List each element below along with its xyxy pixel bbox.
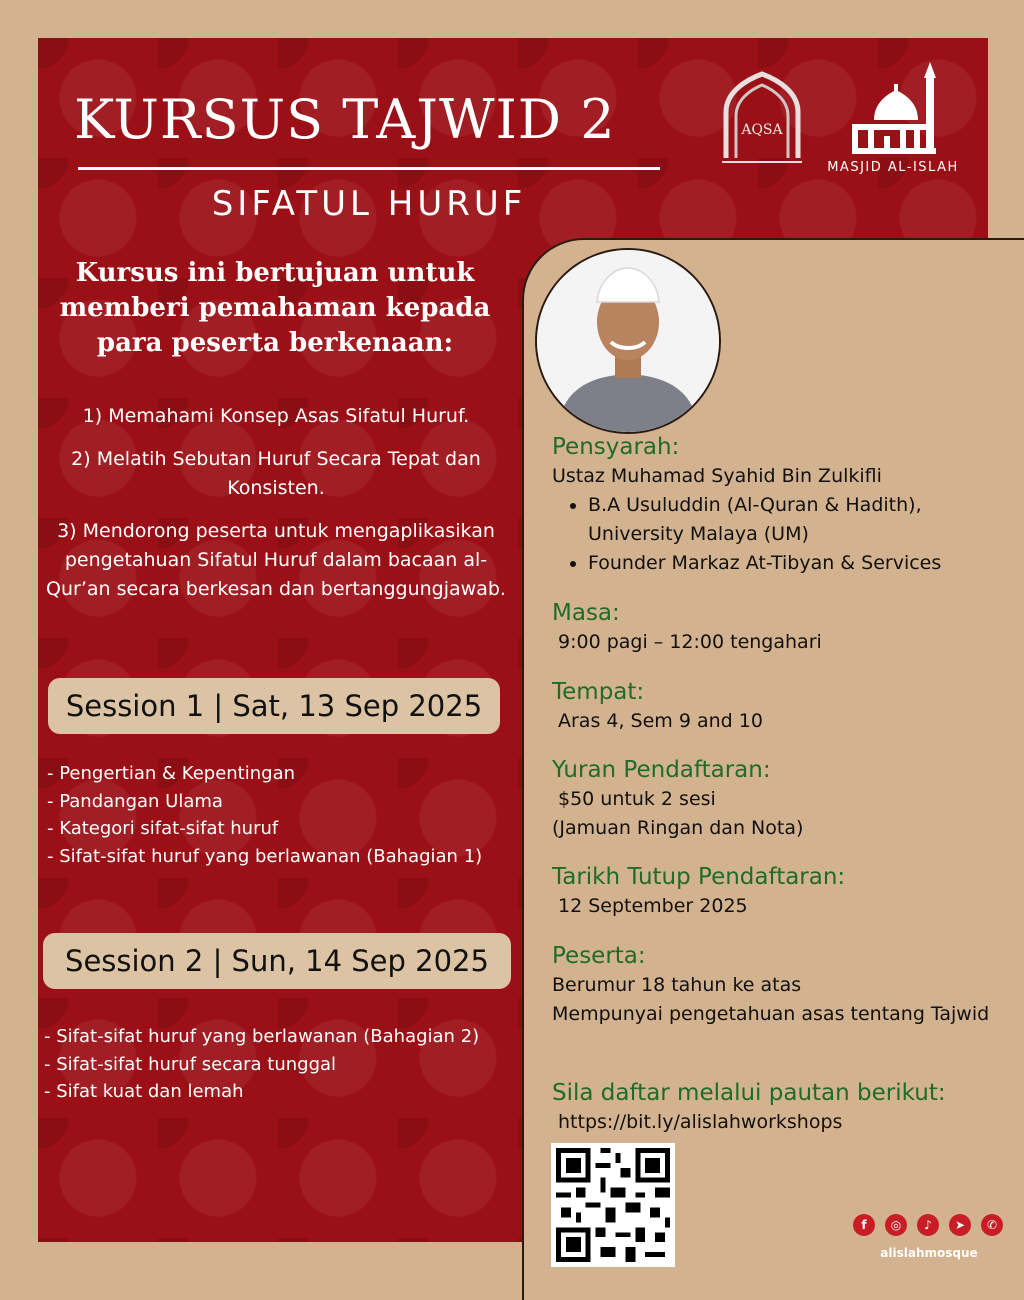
qr-code[interactable] xyxy=(551,1143,675,1267)
topic-item: - Kategori sifat-sifat huruf xyxy=(47,818,279,839)
time-label: Masa: xyxy=(552,600,620,626)
social-icons xyxy=(853,1214,1005,1236)
lecturer-label: Pensyarah: xyxy=(552,434,680,460)
credential-item: • B.A Usuluddin (Al-Quran & Hadith), University Malaya (UM) xyxy=(588,491,1012,549)
instagram-icon[interactable]: ◎ xyxy=(885,1214,907,1236)
facebook-icon[interactable]: f xyxy=(853,1214,875,1236)
lecturer-section xyxy=(552,432,1012,578)
topic-item: - Pengertian & Kepentingan xyxy=(47,763,296,784)
topic-item: - Sifat-sifat huruf yang berlawanan (Bahagian 2) xyxy=(44,1026,480,1047)
topic-item: - Sifat-sifat huruf yang berlawanan (Bahagian 1) xyxy=(47,845,483,867)
fee-value: $50 untuk 2 sesi xyxy=(558,788,716,810)
session-2-badge: Session 2 | Sun, 14 Sep 2025 xyxy=(43,933,511,989)
closing-date-label: Tarikh Tutup Pendaftaran: xyxy=(552,864,846,890)
closing-date-value: 12 September 2025 xyxy=(558,895,748,917)
whatsapp-icon[interactable]: ✆ xyxy=(981,1214,1003,1236)
title-divider xyxy=(78,167,660,170)
tiktok-icon[interactable]: ♪ xyxy=(917,1214,939,1236)
session-1-topics xyxy=(47,760,487,870)
lecturer-avatar-icon xyxy=(537,250,719,432)
participant-requirement: Mempunyai pengetahuan asas tentang Tajwid xyxy=(552,1003,990,1025)
venue-label: Tempat: xyxy=(552,679,645,705)
venue-value: Aras 4, Sem 9 and 10 xyxy=(558,710,763,732)
lecturer-credentials xyxy=(552,491,1012,578)
time-section xyxy=(552,598,1012,657)
session-2-topics xyxy=(44,1023,484,1106)
page-subtitle: SIFATUL HURUF xyxy=(211,184,527,224)
objectives-list xyxy=(46,402,506,618)
topic-item: - Sifat-sifat huruf secara tunggal xyxy=(44,1053,337,1075)
fee-note: (Jamuan Ringan dan Nota) xyxy=(552,817,804,839)
lecturer-photo xyxy=(537,250,719,432)
register-link[interactable]: https://bit.ly/alislahworkshops xyxy=(558,1111,843,1133)
telegram-icon[interactable]: ➤ xyxy=(949,1214,971,1236)
objective-item: 1) Memahami Konsep Asas Sifatul Huruf. xyxy=(82,405,470,427)
aqsa-logo xyxy=(718,70,806,166)
credential-item: • Founder Markaz At-Tibyan & Services xyxy=(588,549,1012,578)
objective-item: 3) Mendorong peserta untuk mengaplikasikan pengetahuan Sifatul Huruf dalam bacaan al-Qur’an secara berkesan dan bertanggungjawab. xyxy=(46,520,506,600)
intro-text: Kursus ini bertujuan untuk memberi pemahaman kepada para peserta berkenaan: xyxy=(59,258,491,358)
fee-label: Yuran Pendaftaran: xyxy=(552,757,771,783)
page-title: KURSUS TAJWID 2 xyxy=(74,88,616,151)
aqsa-logo-text: AQSA xyxy=(741,122,783,138)
time-value: 9:00 pagi – 12:00 tengahari xyxy=(558,631,822,653)
topic-item: - Pandangan Ulama xyxy=(47,790,223,812)
participants-section xyxy=(552,941,1012,1029)
topic-item: - Sifat kuat dan lemah xyxy=(44,1081,244,1102)
closing-date-section xyxy=(552,862,1012,921)
masjid-name: MASJID AL-ISLAH xyxy=(827,160,959,175)
venue-section xyxy=(552,677,1012,736)
fee-section xyxy=(552,755,1012,843)
session-1-badge: Session 1 | Sat, 13 Sep 2025 xyxy=(48,678,500,734)
register-label: Sila daftar melalui pautan berikut: xyxy=(552,1080,946,1106)
objective-item: 2) Melatih Sebutan Huruf Secara Tepat dan Konsisten. xyxy=(71,448,481,499)
social-handle: alislahmosque xyxy=(880,1246,978,1260)
lecturer-name: Ustaz Muhamad Syahid Bin Zulkifli xyxy=(552,465,882,487)
participant-requirement: Berumur 18 tahun ke atas xyxy=(552,974,802,996)
participants-label: Peserta: xyxy=(552,943,646,969)
register-section xyxy=(552,1078,1012,1137)
